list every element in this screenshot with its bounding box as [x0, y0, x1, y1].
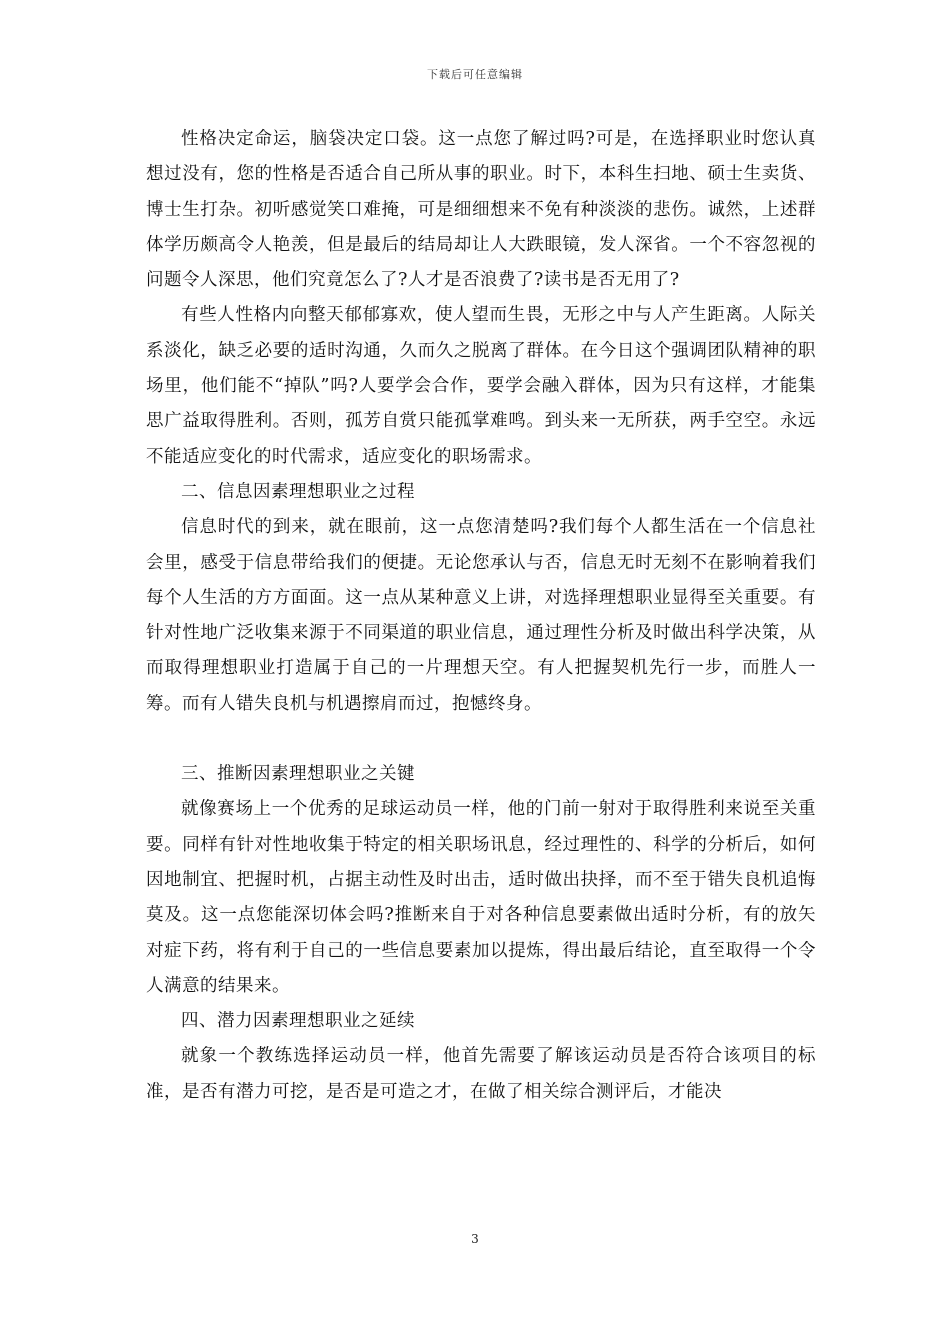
page-header: 下载后可任意编辑	[427, 68, 523, 81]
section-heading-judgment: 三、推断因素理想职业之关键	[181, 764, 415, 785]
section-heading-information: 二、信息因素理想职业之过程	[181, 481, 415, 502]
paragraph-coach-analogy: 就象一个教练选择运动员一样，他首先需要了解该运动员是否符合该项目的标准，是否有潜力可挖，是否是可造之才，在做了相关综合测评后，才能决	[146, 1046, 816, 1102]
paragraph-information-age: 信息时代的到来，就在眼前，这一点您清楚吗?我们每个人都生活在一个信息社会里，感受于信息带给我们的便捷。无论您承认与否，信息无时无刻不在影响着我们每个人生活的方方面面。这一点从某种意义上讲，对选择理想职业显得至关重要。有针对性地广泛收集来源于不同渠道的职业信息，通过理性分析及时做出科学决策，从而取得理想职业打造属于自己的一片理想天空。有人把握契机先行一步，而胜人一筹。而有人错失良机与机遇擦肩而过，抱憾终身。	[146, 517, 816, 714]
paragraph-introverted-personality: 有些人性格内向整天郁郁寡欢，使人望而生畏，无形之中与人产生距离。人际关系淡化，缺乏必要的适时沟通，久而久之脱离了群体。在今日这个强调团队精神的职场里，他们能不“掉队”吗?人要学会合作，要学会融入群体，因为只有这样，才能集思广益取得胜利。否则，孤芳自赏只能孤掌难鸣。到头来一无所获，两手空空。永远不能适应变化的时代需求，适应变化的职场需求。	[146, 305, 816, 467]
page-number: 3	[471, 1232, 479, 1246]
section-heading-potential: 四、潜力因素理想职业之延续	[181, 1011, 415, 1032]
document-body	[146, 122, 816, 1110]
paragraph-football-analogy: 就像赛场上一个优秀的足球运动员一样，他的门前一射对于取得胜利来说至关重要。同样有针对性地收集于特定的相关职场讯息，经过理性的、科学的分析后，如何因地制宜、把握时机，占据主动性及时出击，适时做出抉择，而不至于错失良机追悔莫及。这一点您能深切体会吗?推断来自于对各种信息要素做出适时分析，有的放矢对症下药，将有利于自己的一些信息要素加以提炼，得出最后结论，直至取得一个令人满意的结果来。	[146, 799, 816, 996]
paragraph-personality-destiny: 性格决定命运，脑袋决定口袋。这一点您了解过吗?可是，在选择职业时您认真想过没有，您的性格是否适合自己所从事的职业。时下，本科生扫地、硕士生卖货、博士生打杂。初听感觉笑口难掩，可是细细想来不免有种淡淡的悲伤。诚然，上述群体学历颇高令人艳羡，但是最后的结局却让人大跌眼镜，发人深省。一个不容忽视的问题令人深思，他们究竟怎么了?人才是否浪费了?读书是否无用了?	[146, 129, 816, 291]
blank-line	[146, 722, 816, 757]
